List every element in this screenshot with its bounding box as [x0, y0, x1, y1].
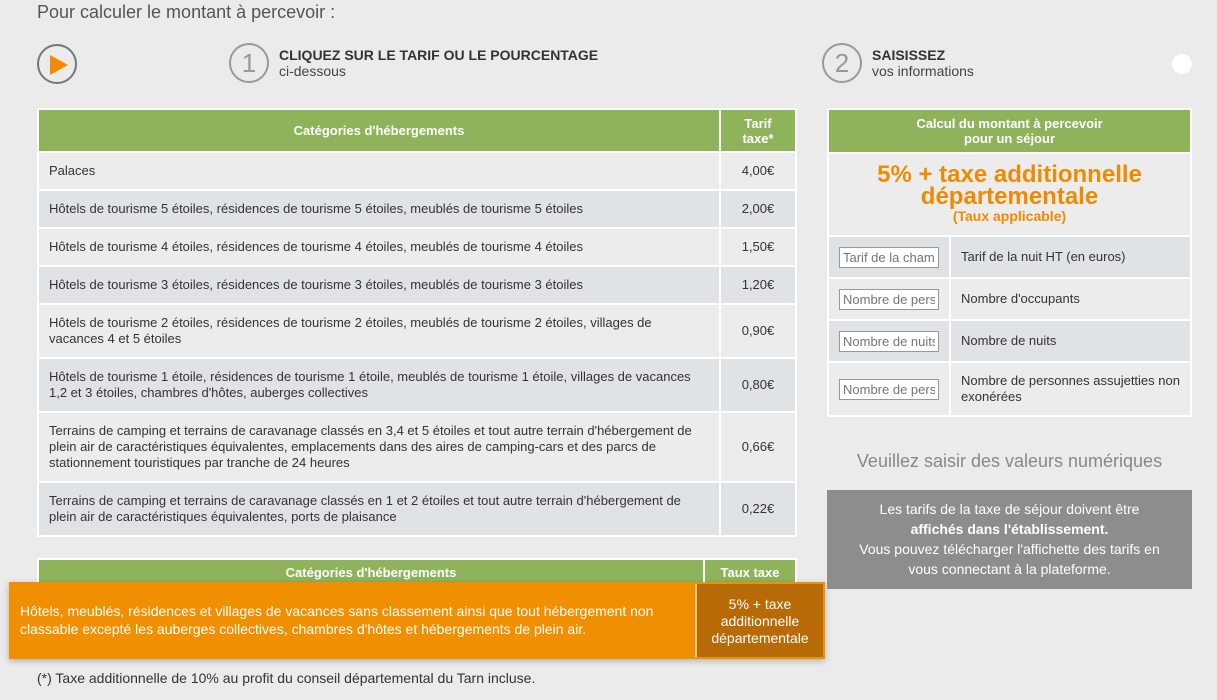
occupants-label: Nombre d'occupants — [961, 291, 1080, 306]
row-rate[interactable]: 0,80€ — [720, 358, 796, 412]
table-row[interactable] — [38, 482, 796, 536]
row-rate[interactable]: 4,00€ — [720, 152, 796, 190]
table-row[interactable] — [38, 358, 796, 412]
step-1-number: 1 — [229, 43, 269, 83]
step-1-subtitle: ci-dessous — [279, 63, 346, 79]
percent-table-row[interactable] — [9, 582, 825, 659]
col-category-header: Catégories d'hébergements — [38, 559, 704, 585]
percent-table-header — [37, 558, 797, 585]
play-button[interactable] — [37, 44, 77, 84]
calc-row-taxable — [829, 361, 1190, 415]
calc-row-occupants — [829, 277, 1190, 319]
row-rate[interactable]: 2,00€ — [720, 190, 796, 228]
step-2-subtitle: vos informations — [872, 63, 974, 79]
col-rate-header: Taux taxe — [704, 559, 796, 585]
step-2-number: 2 — [822, 43, 862, 83]
calc-row-nights — [829, 319, 1190, 361]
row-category: Palaces — [38, 152, 720, 190]
taxable-persons-input[interactable] — [839, 379, 939, 400]
page-intro: Pour calculer le montant à percevoir : — [37, 2, 336, 22]
row-category: Hôtels de tourisme 4 étoiles, résidences de tourisme 4 étoiles, meublés de tourisme 4 étoiles — [38, 228, 720, 266]
calc-row-price — [829, 235, 1190, 277]
table-row[interactable] — [38, 228, 796, 266]
step-1 — [229, 43, 598, 83]
table-row[interactable] — [38, 266, 796, 304]
occupants-input[interactable] — [839, 289, 939, 310]
row-rate[interactable]: 0,22€ — [720, 482, 796, 536]
step-1-title: CLIQUEZ SUR LE TARIF OU LE POURCENTAGE — [279, 47, 599, 63]
row-rate[interactable]: 1,20€ — [720, 266, 796, 304]
play-icon — [50, 55, 68, 75]
rate-subtitle: (Taux applicable) — [952, 208, 1067, 224]
numeric-values-notice: Veuillez saisir des valeurs numériques — [856, 451, 1163, 471]
step-2-title: SAISISSEZ — [872, 47, 946, 63]
col-category-header: Catégories d'hébergements — [38, 109, 720, 152]
white-dot-control[interactable] — [1172, 54, 1192, 74]
row-rate[interactable]: 1,50€ — [720, 228, 796, 266]
tariff-table — [37, 108, 797, 537]
nights-label: Nombre de nuits — [961, 333, 1057, 348]
room-price-input[interactable] — [839, 247, 939, 268]
calculator-panel — [827, 108, 1192, 417]
applicable-rate: 5% + taxe additionnelle départementale (Taux applicable) — [829, 152, 1190, 235]
table-row[interactable] — [38, 152, 796, 190]
row-category: Terrains de camping et terrains de caravanage classés en 3,4 et 5 étoiles et tout autre terrain d'hébergement de plein air de caractéristiques équivalentes, emplacements dans des aires de camping-cars et des parcs de stationnement touristiques par tranche de 24 heures — [38, 412, 720, 482]
row-category: Hôtels de tourisme 3 étoiles, résidences de tourisme 3 étoiles, meublés de tourisme 3 étoiles — [38, 266, 720, 304]
row-category: Terrains de camping et terrains de caravanage classés en 1 et 2 étoiles et tout autre terrain d'hébergement de plein air de caractéristiques équivalentes, ports de plaisance — [38, 482, 720, 536]
nights-input[interactable] — [839, 331, 939, 352]
row-category: Hôtels de tourisme 1 étoile, résidences de tourisme 1 étoile, meublés de tourisme 1 étoile, villages de vacances 1,2 et 3 étoiles, chambres d'hôtes, auberges collectives — [38, 358, 720, 412]
table-row[interactable] — [38, 412, 796, 482]
row-category: Hôtels de tourisme 5 étoiles, résidences de tourisme 5 étoiles, meublés de tourisme 5 étoiles — [38, 190, 720, 228]
footnote: (*) Taxe additionnelle de 10% au profit du conseil départemental du Tarn incluse. — [37, 670, 536, 686]
calculator-header: Calcul du montant à percevoir pour un séjour — [829, 110, 1190, 152]
table-row[interactable] — [38, 190, 796, 228]
table-row[interactable] — [38, 304, 796, 358]
col-rate-header: Tarif taxe* — [720, 109, 796, 152]
row-category: Hôtels de tourisme 2 étoiles, résidences de tourisme 2 étoiles, meublés de tourisme 2 étoiles, villages de vacances 4 et 5 étoiles — [38, 304, 720, 358]
row-rate[interactable]: 5% + taxe additionnelle départementale — [695, 584, 823, 657]
room-price-label: Tarif de la nuit HT (en euros) — [961, 249, 1126, 264]
row-rate[interactable]: 0,90€ — [720, 304, 796, 358]
taxable-persons-label: Nombre de personnes assujetties non exonérées — [961, 373, 1180, 404]
info-box: Les tarifs de la taxe de séjour doivent être affichés dans l'établissement. Vous pouvez télécharger l'affichette des tarifs en vous connectant à la plateforme. — [827, 490, 1192, 589]
row-category: Hôtels, meublés, résidences et villages de vacances sans classement ainsi que tout hébergement non classable excepté les auberges collectives, chambres d'hôtes et hébergements de plein air. — [20, 603, 654, 637]
step-2 — [822, 43, 974, 83]
row-rate[interactable]: 0,66€ — [720, 412, 796, 482]
